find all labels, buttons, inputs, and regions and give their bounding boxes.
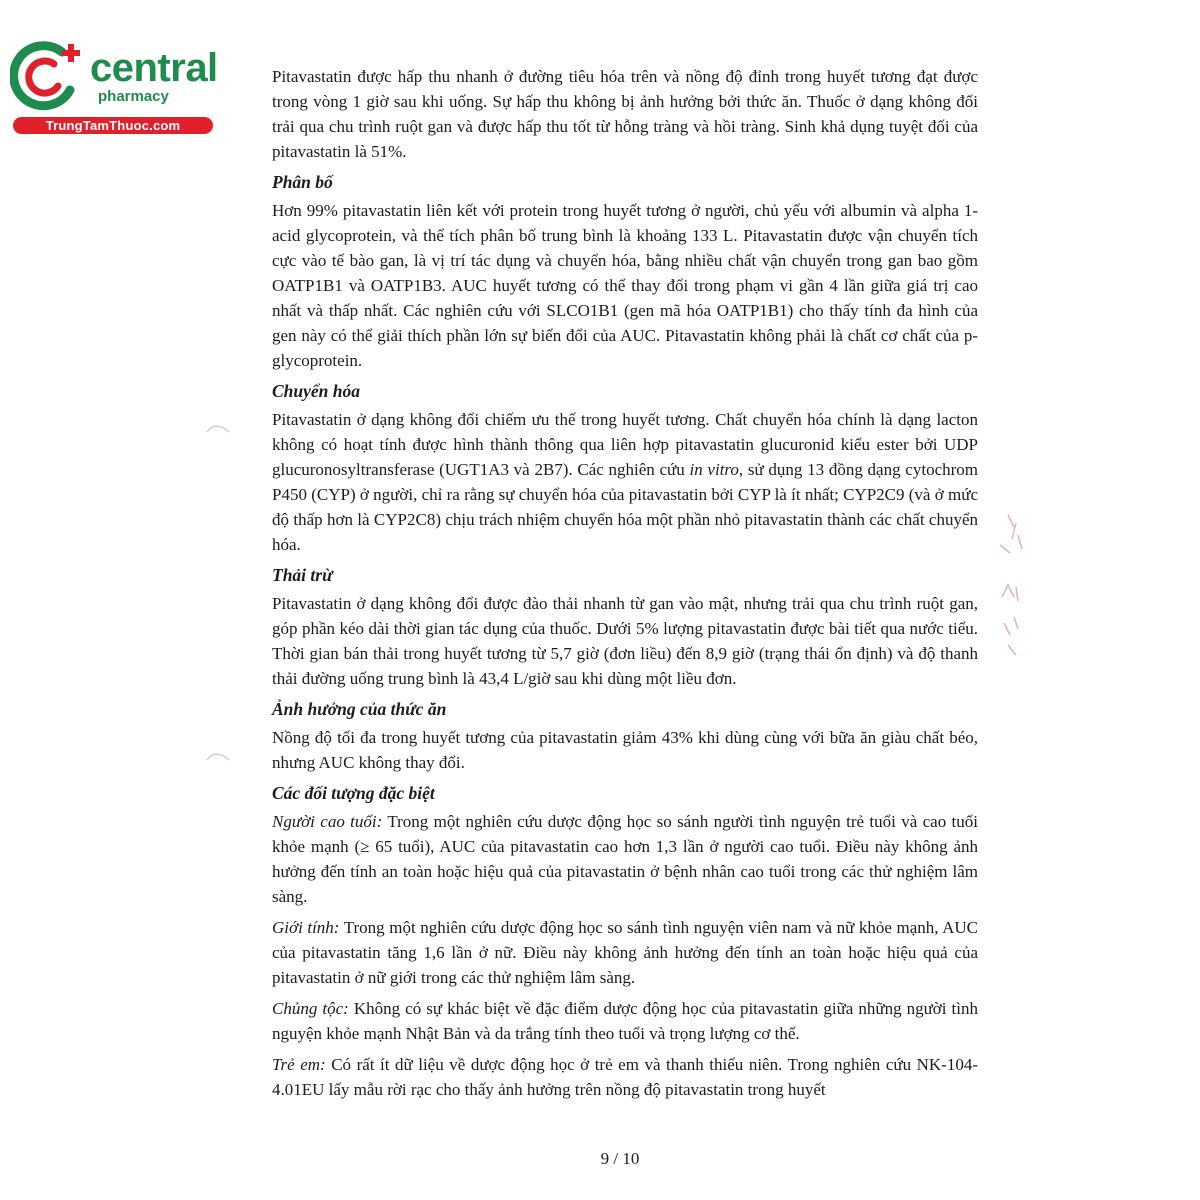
in-vitro-term: in vitro	[689, 460, 739, 479]
logo-name: central	[90, 46, 218, 90]
gender-text: Trong một nghiên cứu dược động học so sánh tình nguyện viên nam và nữ khỏe mạnh, AUC của pitavastatin tăng 1,6 lần ở nữ. Điều này không ảnh hưởng đến tính an toàn hoặc hiệu quả của pitavastatin ở nữ giới trong các thử nghiệm lâm sàng.	[272, 918, 978, 987]
metabolism-heading: Chuyển hóa	[272, 381, 361, 401]
children-text: Có rất ít dữ liệu về dược động học ở trẻ em và thanh thiếu niên. Trong nghiên cứu NK-104-4.01EU lấy mẫu rời rạc cho thấy ảnh hưởng trên nồng độ pitavastatin trong huyết	[272, 1055, 978, 1099]
elimination-paragraph: Pitavastatin ở dạng không đổi được đào thải nhanh từ gan vào mật, nhưng trải qua chu trình ruột gan, góp phần kéo dài thời gian tác dụng của thuốc. Dưới 5% lượng pitavastatin được bài tiết qua nước tiểu. Thời gian bán thải trong huyết tương từ 5,7 giờ (đơn liều) đến 8,9 giờ (trạng thái ổn định) và độ thanh thải đường uống trung bình là 43,4 L/giờ sau khi dùng một liều đơn.	[272, 594, 978, 688]
race-text: Không có sự khác biệt về đặc điểm dược động học của pitavastatin giữa những người tình nguyện khỏe mạnh Nhật Bản và da trắng tính theo tuổi và trọng lượng cơ thể.	[272, 999, 978, 1043]
distribution-paragraph: Hơn 99% pitavastatin liên kết với protein trong huyết tương ở người, chủ yếu với albumin và alpha 1-acid glycoprotein, và thể tích phân bố trung bình là khoảng 133 L. Pitavastatin được vận chuyển tích cực vào tế bào gan, là vị trí tác dụng và chuyển hóa, bằng nhiều chất vận chuyển trong gan bao gồm OATP1B1 và OATP1B3. AUC huyết tương có thể thay đổi trong phạm vi gần 4 lần giữa giá trị cao nhất và thấp nhất. Các nghiên cứu với SLCO1B1 (gen mã hóa OATP1B1) cho thấy tính đa hình của gen này có thể giải thích phần lớn sự biến đổi của AUC. Pitavastatin không phải là chất cơ chất của p-glycoprotein.	[272, 201, 978, 370]
metabolism-text-part-2: , sử dụng 13 đồng dạng cytochrom P450 (CYP) ở người, chỉ ra rằng sự chuyển hóa của pitavastatin bởi CYP là ít nhất; CYP2C9 (và ở mức độ thấp hơn là CYP2C8) chịu trách nhiệm chuyển hóa một phần nhỏ pitavastatin thành các chất chuyển hóa.	[272, 460, 979, 554]
page-number: 9 / 10	[600, 1149, 640, 1168]
central-pharmacy-logo	[10, 38, 218, 138]
food-effect-heading: Ảnh hưởng của thức ăn	[272, 699, 447, 719]
race-paragraph	[272, 996, 978, 1046]
gender-label: Giới tính:	[272, 918, 340, 937]
logo-subtitle: pharmacy	[98, 88, 169, 105]
elderly-paragraph	[272, 809, 978, 909]
food-effect-paragraph: Nồng độ tối đa trong huyết tương của pitavastatin giảm 43% khi dùng cùng với bữa ăn giàu chất béo, nhưng AUC không thay đổi.	[272, 728, 978, 772]
binder-hole-mark	[206, 748, 230, 762]
metabolism-text-part-1: Pitavastatin ở dạng không đổi chiếm ưu thế trong huyết tương. Chất chuyển hóa chính là dạng lacton không có hoạt tính được hình thành thông qua liên hợp pitavastatin glucuronid kiểu ester bởi UDP glucuronosyltransferase (UGT1A3 và 2B7). Các nghiên cứu	[272, 410, 978, 479]
children-label: Trẻ em:	[272, 1055, 326, 1074]
elderly-text: Trong một nghiên cứu dược động học so sánh người tình nguyện trẻ tuổi và cao tuổi khỏe mạnh (≥ 65 tuổi), AUC của pitavastatin cao hơn 1,3 lần ở người cao tuổi. Điều này không ảnh hưởng đến tính an toàn hoặc hiệu quả của pitavastatin ở bệnh nhân cao tuổi trong các thử nghiệm lâm sàng.	[272, 812, 978, 906]
distribution-heading: Phân bố	[272, 172, 333, 192]
document-body	[272, 64, 978, 1108]
binder-hole-mark	[206, 420, 230, 434]
logo-mark-icon	[10, 38, 90, 116]
children-paragraph	[272, 1052, 978, 1102]
absorption-paragraph: Pitavastatin được hấp thu nhanh ở đường tiêu hóa trên và nồng độ đỉnh trong huyết tương đạt được trong vòng 1 giờ sau khi uống. Sự hấp thu không bị ảnh hưởng bởi thức ăn. Thuốc ở dạng không đổi trải qua chu trình ruột gan và được hấp thu tốt từ hỗng tràng và hồi tràng. Sinh khả dụng tuyệt đối của pitavastatin là 51%.	[272, 67, 978, 161]
gender-paragraph	[272, 915, 978, 990]
logo-website: TrungTamThuoc.com	[13, 117, 213, 134]
stamp-mark-icon	[988, 505, 1038, 665]
elimination-heading: Thải trừ	[272, 565, 333, 585]
metabolism-paragraph	[272, 407, 978, 557]
elderly-label: Người cao tuổi:	[272, 812, 383, 831]
special-populations-heading: Các đối tượng đặc biệt	[272, 783, 435, 803]
race-label: Chủng tộc:	[272, 999, 349, 1018]
